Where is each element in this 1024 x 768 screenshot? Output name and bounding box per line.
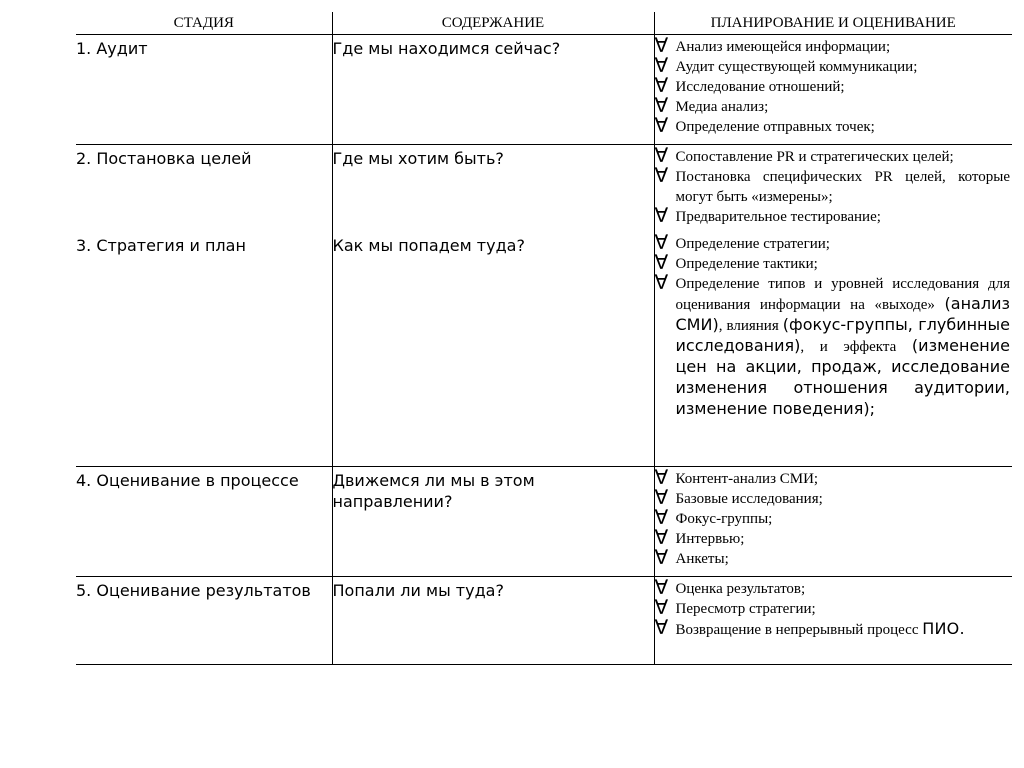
list-item: ∀ Пересмотр стратегии; [654, 595, 816, 619]
header-content: СОДЕРЖАНИЕ [332, 12, 654, 35]
for-all-symbol-icon: ∀ [654, 33, 669, 57]
for-all-symbol-icon: ∀ [654, 230, 669, 254]
table-row [76, 232, 1012, 467]
list-item: ∀ Анкеты; [654, 545, 729, 569]
for-all-symbol-icon: ∀ [654, 525, 669, 549]
content-cell: Попали ли мы туда? [332, 577, 654, 665]
stage-cell: 5. Оценивание результатов [76, 577, 332, 665]
stage-cell: 3. Стратегия и план [76, 232, 332, 467]
planning-list [655, 145, 1011, 227]
for-all-symbol-icon: ∀ [654, 465, 669, 489]
planning-list [655, 35, 1011, 137]
planning-list [655, 577, 1011, 640]
for-all-symbol-icon: ∀ [654, 270, 669, 294]
planning-cell [654, 467, 1012, 577]
list-item: ∀ Определение тактики; [654, 250, 818, 274]
for-all-symbol-icon: ∀ [654, 250, 669, 274]
planning-cell [654, 145, 1012, 233]
table-row [76, 35, 1012, 145]
for-all-symbol-icon: ∀ [654, 53, 669, 77]
table-row [76, 577, 1012, 665]
header-planning: ПЛАНИРОВАНИЕ И ОЦЕНИВАНИЕ [654, 12, 1012, 35]
pr-planning-table-sheet [76, 12, 1012, 665]
for-all-symbol-icon: ∀ [654, 203, 669, 227]
pr-planning-table [76, 12, 1012, 665]
for-all-symbol-icon: ∀ [654, 113, 669, 137]
list-item: ∀ Оценка результатов; [654, 575, 806, 599]
table-row [76, 467, 1012, 577]
for-all-symbol-icon: ∀ [654, 93, 669, 117]
list-item: ∀ Определение отправных точек; [654, 113, 875, 137]
list-item: ∀ Предварительное тестирование; [654, 203, 881, 227]
for-all-symbol-icon: ∀ [654, 143, 669, 167]
list-item: ∀ Определение стратегии; [654, 230, 830, 254]
planning-cell [654, 35, 1012, 145]
planning-list [655, 232, 1011, 420]
header-stage: СТАДИЯ [76, 12, 332, 35]
list-item: ∀ Базовые исследования; [654, 485, 823, 509]
planning-cell [654, 577, 1012, 665]
list-item: ∀ Аудит существующей коммуникации; [654, 53, 918, 77]
for-all-symbol-icon: ∀ [654, 545, 669, 569]
content-cell: Где мы находимся сейчас? [332, 35, 654, 145]
list-item: ∀ Сопоставление PR и стратегических целей; [654, 143, 954, 167]
content-cell: Как мы попадем туда? [332, 232, 654, 467]
for-all-symbol-icon: ∀ [654, 505, 669, 529]
stage-cell: 4. Оценивание в процессе [76, 467, 332, 577]
for-all-symbol-icon: ∀ [654, 163, 669, 187]
list-item: ∀ Фокус-группы; [654, 505, 773, 529]
list-item: ∀ Постановка специфических PR целей, которые могут быть «измерены»; [654, 163, 1010, 205]
stage-cell: 2. Постановка целей [76, 149, 252, 168]
list-item: ∀ Медиа анализ; [654, 93, 769, 117]
stage-cell: 1. Аудит [76, 35, 332, 145]
list-item: ∀ Исследование отношений; [654, 73, 845, 97]
for-all-symbol-icon: ∀ [654, 485, 669, 509]
planning-list [655, 467, 1011, 569]
for-all-symbol-icon: ∀ [654, 615, 669, 639]
planning-cell [654, 232, 1012, 467]
list-item: ∀ Контент-анализ СМИ; [654, 465, 819, 489]
list-item: ∀ Возвращение в непрерывный процесс ПИО. [654, 615, 965, 639]
for-all-symbol-icon: ∀ [654, 73, 669, 97]
for-all-symbol-icon: ∀ [654, 575, 669, 599]
list-item: ∀ Интервью; [654, 525, 745, 549]
content-cell: Где мы хотим быть? [332, 145, 654, 233]
table-row [76, 145, 1012, 233]
list-item: ∀ Анализ имеющейся информации; [654, 33, 891, 57]
content-cell: Движемся ли мы в этом направлении? [332, 467, 654, 577]
table-header-row [76, 12, 1012, 35]
list-item: ∀ Определение типов и уровней исследования для оценивания информации на «выходе» (анализ СМИ), влияния (фокус-группы, глубинные исследования), и эффекта (изменение цен на акции, продаж, исследование изменения отношения аудитории, изменение поведения); [654, 270, 1010, 418]
for-all-symbol-icon: ∀ [654, 595, 669, 619]
